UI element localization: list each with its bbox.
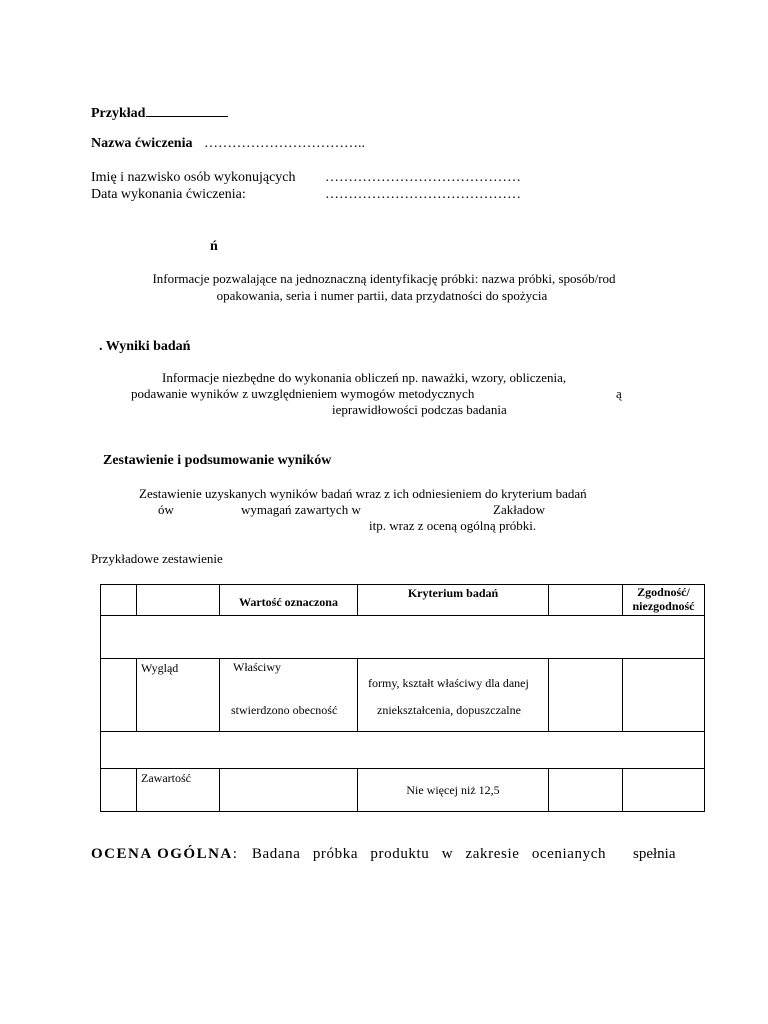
appearance-value-2: stwierdzono obecność: [231, 703, 338, 717]
table-cell: [220, 769, 358, 812]
section3-text-line1: Zestawienie uzyskanych wyników badań wraz z ich odniesieniem do kryterium badań: [139, 486, 587, 501]
appearance-criterion-2: zniekształcenia, dopuszczalne: [377, 703, 521, 717]
appearance-value-cell: [220, 659, 358, 732]
appearance-criterion-1: formy, kształt właściwy dla danej: [368, 676, 529, 690]
table-cell: [137, 585, 220, 616]
table-cell: [623, 769, 705, 812]
table-cell: [101, 769, 137, 812]
example-summary-label: Przykładowe zestawienie: [91, 551, 223, 566]
content-label: Zawartość: [141, 771, 191, 785]
table-merged-cell: [101, 732, 705, 769]
persons-row: [91, 170, 296, 186]
header-criterion-cell: [358, 585, 549, 616]
conclusion-label: OCENA OGÓLNA: [91, 846, 233, 862]
content-criterion: Nie więcej niż 12,5: [406, 783, 500, 797]
section2-heading: . Wyniki badań: [99, 339, 191, 354]
conclusion-tail: spełnia: [633, 846, 676, 862]
table-row-content: [101, 769, 705, 812]
exercise-name-row: [91, 136, 365, 152]
appearance-criterion-cell: [358, 659, 549, 732]
table-cell: [549, 585, 623, 616]
section1-text-line1: Informacje pozwalające na jednoznaczną identyfikację próbki: nazwa próbki, sposób/rod: [152, 271, 616, 286]
date-dots: ……………………………………: [325, 187, 521, 202]
conclusion-row: [91, 846, 606, 863]
section3-text-line2a: ów: [158, 502, 174, 517]
persons-dots: ……………………………………: [325, 170, 521, 185]
table-header-row: [101, 585, 705, 616]
content-criterion-cell: [358, 769, 549, 812]
table-cell: [549, 659, 623, 732]
section3-heading: Zestawienie i podsumowanie wyników: [103, 453, 332, 468]
example-heading: [91, 104, 228, 122]
date-label: Data wykonania ćwiczenia:: [91, 187, 246, 202]
appearance-label-cell: [137, 659, 220, 732]
section2-text-line2-tail: ą: [616, 386, 622, 401]
table-cell: [549, 769, 623, 812]
header-compliance-line2: niezgodność: [632, 599, 695, 613]
table-row: [101, 616, 705, 659]
summary-table: [100, 584, 705, 812]
header-value-cell: [220, 585, 358, 616]
exercise-name-dots: ……………………………..: [203, 136, 365, 151]
section1-heading: ń: [210, 239, 218, 254]
example-underline: [146, 104, 228, 117]
section3-text-line2c: Zakładow: [493, 502, 545, 517]
section3-text-line2b: wymagań zawartych w: [241, 502, 361, 517]
table-cell: [623, 659, 705, 732]
table-cell: [101, 659, 137, 732]
table-merged-cell: [101, 616, 705, 659]
content-label-cell: [137, 769, 220, 812]
appearance-label: Wygląd: [141, 661, 179, 675]
persons-label: Imię i nazwisko osób wykonujących: [91, 170, 296, 185]
appearance-value-1: Właściwy: [233, 660, 281, 674]
header-compliance-cell: [623, 585, 705, 616]
header-criterion: Kryterium badań: [407, 586, 499, 600]
date-row: [91, 187, 246, 203]
header-value: Wartość oznaczona: [239, 594, 338, 609]
table-row: [101, 732, 705, 769]
section3-text-line3: itp. wraz z oceną ogólną próbki.: [369, 518, 537, 533]
table-cell: [101, 585, 137, 616]
section2-text-line2: podawanie wyników z uwzględnieniem wymogów metodycznych: [131, 386, 475, 401]
conclusion-colon: :: [232, 846, 238, 862]
exercise-name-label: Nazwa ćwiczenia: [91, 136, 193, 151]
section2-text-line3: ieprawidłowości podczas badania: [332, 402, 507, 417]
header-compliance-line1: Zgodność/: [637, 585, 690, 599]
section1-text-line2: opakowania, seria i numer partii, data przydatności do spożycia: [216, 288, 548, 303]
section2-text-line1: Informacje niezbędne do wykonania obliczeń np. naważki, wzory, obliczenia,: [162, 370, 567, 385]
conclusion-text: Badana próbka produktu w zakresie ocenianych: [251, 846, 607, 862]
table-row-appearance: [101, 659, 705, 732]
example-label: Przykład: [91, 106, 146, 121]
